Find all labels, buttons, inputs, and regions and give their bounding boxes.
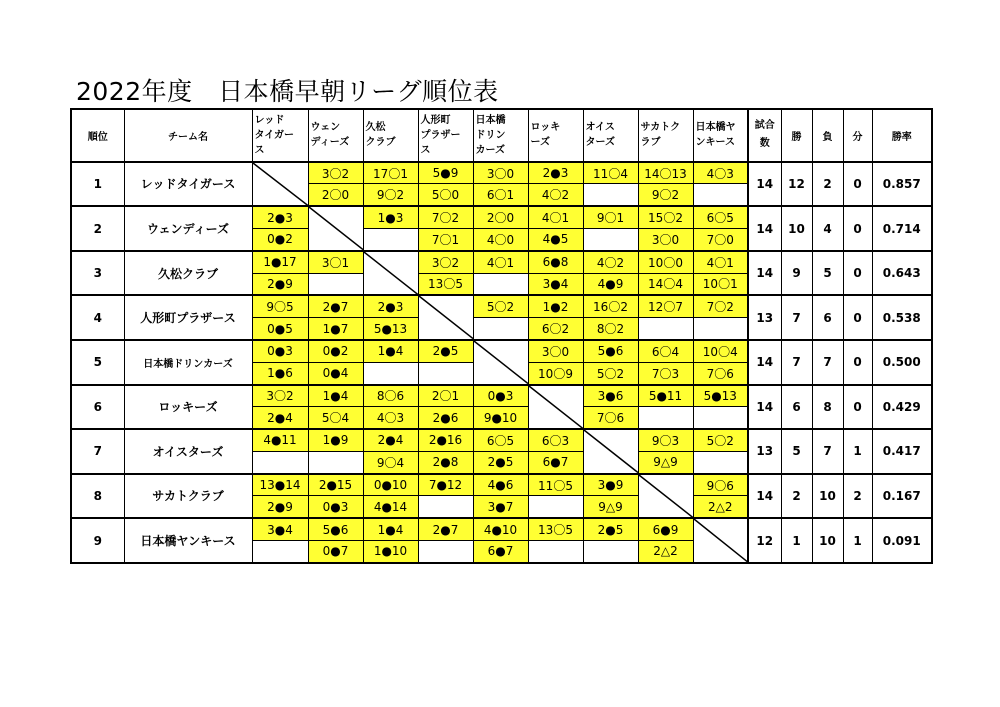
score-cell: 2●5 xyxy=(418,340,473,362)
table-row xyxy=(71,340,932,362)
score-cell: 2●9 xyxy=(252,273,308,295)
score-cell: 6●7 xyxy=(528,451,583,473)
score-cell: 13〇5 xyxy=(418,273,473,295)
pct-cell: 0.538 xyxy=(872,295,932,340)
score-cell: 17〇1 xyxy=(363,162,418,184)
header-team-col: ウェン ディーズ xyxy=(308,109,363,162)
score-cell: 7〇3 xyxy=(638,362,693,384)
losses-cell: 2 xyxy=(812,162,843,207)
header-team-col: オイス ターズ xyxy=(583,109,638,162)
wins-cell: 7 xyxy=(781,295,812,340)
losses-cell: 10 xyxy=(812,518,843,563)
score-cell xyxy=(693,318,748,340)
self-match-diagonal xyxy=(363,251,418,296)
score-cell xyxy=(528,540,583,563)
losses-cell: 7 xyxy=(812,340,843,385)
header-team-col: 久松 クラブ xyxy=(363,109,418,162)
pct-cell: 0.714 xyxy=(872,206,932,251)
score-cell: 7〇6 xyxy=(693,362,748,384)
losses-cell: 4 xyxy=(812,206,843,251)
table-row xyxy=(71,251,932,273)
score-cell: 9〇4 xyxy=(363,451,418,473)
score-cell: 1●4 xyxy=(308,385,363,407)
header-loss: 負 xyxy=(812,109,843,162)
pct-cell: 0.091 xyxy=(872,518,932,563)
score-cell: 6〇2 xyxy=(528,318,583,340)
score-cell: 4〇3 xyxy=(693,162,748,184)
score-cell: 2●6 xyxy=(418,407,473,429)
rank-cell: 4 xyxy=(71,295,124,340)
draws-cell: 1 xyxy=(843,518,872,563)
score-cell: 5●6 xyxy=(583,340,638,362)
pct-cell: 0.429 xyxy=(872,385,932,430)
score-cell: 2●4 xyxy=(252,407,308,429)
score-cell: 5〇4 xyxy=(308,407,363,429)
rank-cell: 1 xyxy=(71,162,124,207)
score-cell: 6〇5 xyxy=(473,429,528,451)
score-cell: 9〇2 xyxy=(638,184,693,206)
self-match-diagonal xyxy=(308,206,363,251)
score-cell: 2●3 xyxy=(252,206,308,228)
score-cell: 5●11 xyxy=(638,385,693,407)
score-cell: 3〇0 xyxy=(473,162,528,184)
score-cell: 5●9 xyxy=(418,162,473,184)
rank-cell: 9 xyxy=(71,518,124,563)
draws-cell: 0 xyxy=(843,340,872,385)
score-cell: 9〇6 xyxy=(693,474,748,496)
self-match-diagonal xyxy=(252,162,308,207)
score-cell xyxy=(638,318,693,340)
losses-cell: 7 xyxy=(812,429,843,474)
score-cell: 11〇4 xyxy=(583,162,638,184)
score-cell xyxy=(308,273,363,295)
score-cell: 7〇0 xyxy=(693,229,748,251)
games-cell: 12 xyxy=(748,518,781,563)
pct-cell: 0.167 xyxy=(872,474,932,519)
score-cell: 0●5 xyxy=(252,318,308,340)
score-cell: 7〇2 xyxy=(693,295,748,317)
score-cell: 1●4 xyxy=(363,340,418,362)
score-cell xyxy=(363,229,418,251)
score-cell: 4〇2 xyxy=(528,184,583,206)
score-cell: 10〇1 xyxy=(693,273,748,295)
score-cell: 1●10 xyxy=(363,540,418,563)
rank-cell: 7 xyxy=(71,429,124,474)
score-cell: 1●9 xyxy=(308,429,363,451)
score-cell xyxy=(693,451,748,473)
pct-cell: 0.857 xyxy=(872,162,932,207)
score-cell xyxy=(473,318,528,340)
score-cell: 3〇2 xyxy=(418,251,473,273)
self-match-diagonal xyxy=(418,295,473,340)
score-cell: 2●7 xyxy=(418,518,473,540)
header-team-col: 人形町 プラザー ス xyxy=(418,109,473,162)
draws-cell: 0 xyxy=(843,385,872,430)
rank-cell: 8 xyxy=(71,474,124,519)
score-cell: 4〇1 xyxy=(693,251,748,273)
score-cell: 2〇1 xyxy=(418,385,473,407)
score-cell: 11〇5 xyxy=(528,474,583,496)
self-match-diagonal xyxy=(583,429,638,474)
score-cell: 0●3 xyxy=(308,496,363,518)
self-match-diagonal xyxy=(693,518,748,563)
games-cell: 14 xyxy=(748,251,781,296)
score-cell: 6●8 xyxy=(528,251,583,273)
score-cell xyxy=(693,407,748,429)
wins-cell: 12 xyxy=(781,162,812,207)
pct-cell: 0.500 xyxy=(872,340,932,385)
score-cell: 3●6 xyxy=(583,385,638,407)
games-cell: 14 xyxy=(748,385,781,430)
score-cell: 8〇6 xyxy=(363,385,418,407)
score-cell: 1●7 xyxy=(308,318,363,340)
draws-cell: 2 xyxy=(843,474,872,519)
score-cell xyxy=(473,273,528,295)
header-team-col: 日本橋ヤ ンキース xyxy=(693,109,748,162)
wins-cell: 9 xyxy=(781,251,812,296)
rank-cell: 6 xyxy=(71,385,124,430)
header-team: チーム名 xyxy=(124,109,252,162)
wins-cell: 10 xyxy=(781,206,812,251)
score-cell: 2△2 xyxy=(638,540,693,563)
score-cell: 13〇5 xyxy=(528,518,583,540)
score-cell: 0●3 xyxy=(473,385,528,407)
score-cell: 3●9 xyxy=(583,474,638,496)
score-cell: 6〇5 xyxy=(693,206,748,228)
table-row xyxy=(71,162,932,184)
score-cell: 9〇3 xyxy=(638,429,693,451)
score-cell xyxy=(638,407,693,429)
score-cell: 3●7 xyxy=(473,496,528,518)
wins-cell: 1 xyxy=(781,518,812,563)
score-cell: 2●8 xyxy=(418,451,473,473)
header-team-col: サカトク ラブ xyxy=(638,109,693,162)
score-cell: 15〇2 xyxy=(638,206,693,228)
losses-cell: 10 xyxy=(812,474,843,519)
score-cell: 4〇3 xyxy=(363,407,418,429)
score-cell: 9●10 xyxy=(473,407,528,429)
score-cell: 0●4 xyxy=(308,362,363,384)
score-cell: 16〇2 xyxy=(583,295,638,317)
draws-cell: 1 xyxy=(843,429,872,474)
rank-cell: 2 xyxy=(71,206,124,251)
score-cell: 7〇6 xyxy=(583,407,638,429)
score-cell: 1●4 xyxy=(363,518,418,540)
score-cell: 10〇4 xyxy=(693,340,748,362)
score-cell: 3〇0 xyxy=(528,340,583,362)
self-match-diagonal xyxy=(473,340,528,385)
draws-cell: 0 xyxy=(843,251,872,296)
header-row xyxy=(71,109,932,162)
score-cell xyxy=(418,496,473,518)
table-row xyxy=(71,295,932,317)
draws-cell: 0 xyxy=(843,162,872,207)
table-row xyxy=(71,429,932,451)
score-cell: 2●5 xyxy=(583,518,638,540)
score-cell: 4●11 xyxy=(252,429,308,451)
team-name: ロッキーズ xyxy=(124,385,252,430)
score-cell: 4●9 xyxy=(583,273,638,295)
score-cell: 1●3 xyxy=(363,206,418,228)
score-cell xyxy=(418,362,473,384)
score-cell: 6〇3 xyxy=(528,429,583,451)
score-cell: 7●12 xyxy=(418,474,473,496)
score-cell: 0●2 xyxy=(252,229,308,251)
score-cell: 7〇2 xyxy=(418,206,473,228)
draws-cell: 0 xyxy=(843,295,872,340)
games-cell: 14 xyxy=(748,162,781,207)
score-cell: 3〇2 xyxy=(252,385,308,407)
score-cell: 7〇1 xyxy=(418,229,473,251)
table-row xyxy=(71,518,932,540)
score-cell: 1●17 xyxy=(252,251,308,273)
score-cell: 5●13 xyxy=(363,318,418,340)
score-cell: 2●3 xyxy=(528,162,583,184)
games-cell: 14 xyxy=(748,474,781,519)
score-cell: 6●7 xyxy=(473,540,528,563)
header-rank: 順位 xyxy=(71,109,124,162)
header-win: 勝 xyxy=(781,109,812,162)
score-cell: 2●16 xyxy=(418,429,473,451)
score-cell: 5〇2 xyxy=(473,295,528,317)
pct-cell: 0.417 xyxy=(872,429,932,474)
score-cell: 3〇0 xyxy=(638,229,693,251)
table-row xyxy=(71,385,932,407)
score-cell: 14〇4 xyxy=(638,273,693,295)
score-cell: 4〇1 xyxy=(473,251,528,273)
team-name: 久松クラブ xyxy=(124,251,252,296)
score-cell: 2△2 xyxy=(693,496,748,518)
score-cell: 3●4 xyxy=(528,273,583,295)
score-cell xyxy=(583,184,638,206)
score-cell: 0●3 xyxy=(252,340,308,362)
score-cell: 5〇2 xyxy=(693,429,748,451)
score-cell: 9〇2 xyxy=(363,184,418,206)
score-cell: 2●9 xyxy=(252,496,308,518)
score-cell: 0●2 xyxy=(308,340,363,362)
team-name: レッドタイガース xyxy=(124,162,252,207)
team-name: オイスターズ xyxy=(124,429,252,474)
score-cell xyxy=(252,540,308,563)
rank-cell: 3 xyxy=(71,251,124,296)
rank-cell: 5 xyxy=(71,340,124,385)
score-cell xyxy=(308,451,363,473)
score-cell xyxy=(583,229,638,251)
score-cell: 1●2 xyxy=(528,295,583,317)
team-name: 日本橋ドリンカーズ xyxy=(124,340,252,385)
score-cell: 2●15 xyxy=(308,474,363,496)
score-cell: 0●7 xyxy=(308,540,363,563)
score-cell: 3〇1 xyxy=(308,251,363,273)
games-cell: 14 xyxy=(748,206,781,251)
header-games: 試合 数 xyxy=(748,109,781,162)
score-cell: 12〇7 xyxy=(638,295,693,317)
score-cell: 4●10 xyxy=(473,518,528,540)
pct-cell: 0.643 xyxy=(872,251,932,296)
wins-cell: 7 xyxy=(781,340,812,385)
score-cell xyxy=(528,496,583,518)
team-name: 人形町プラザース xyxy=(124,295,252,340)
score-cell: 2●3 xyxy=(363,295,418,317)
score-cell: 3●4 xyxy=(252,518,308,540)
score-cell: 4●14 xyxy=(363,496,418,518)
losses-cell: 6 xyxy=(812,295,843,340)
score-cell: 9〇5 xyxy=(252,295,308,317)
table-row xyxy=(71,206,932,228)
team-name: ウェンディーズ xyxy=(124,206,252,251)
self-match-diagonal xyxy=(528,385,583,430)
draws-cell: 0 xyxy=(843,206,872,251)
score-cell: 14〇13 xyxy=(638,162,693,184)
score-cell: 6●9 xyxy=(638,518,693,540)
games-cell: 13 xyxy=(748,295,781,340)
score-cell: 2●7 xyxy=(308,295,363,317)
score-cell: 3〇2 xyxy=(308,162,363,184)
page-title: 2022年度 日本橋早朝リーグ順位表 xyxy=(76,77,499,106)
score-cell: 2〇0 xyxy=(308,184,363,206)
losses-cell: 5 xyxy=(812,251,843,296)
score-cell: 6〇4 xyxy=(638,340,693,362)
score-cell: 5●13 xyxy=(693,385,748,407)
score-cell: 5〇0 xyxy=(418,184,473,206)
self-match-diagonal xyxy=(638,474,693,519)
score-cell: 4〇2 xyxy=(583,251,638,273)
score-cell: 4●6 xyxy=(473,474,528,496)
score-cell: 2●5 xyxy=(473,451,528,473)
table-row xyxy=(71,474,932,496)
games-cell: 14 xyxy=(748,340,781,385)
score-cell: 8〇2 xyxy=(583,318,638,340)
score-cell: 13●14 xyxy=(252,474,308,496)
wins-cell: 6 xyxy=(781,385,812,430)
score-cell xyxy=(252,451,308,473)
score-cell: 9△9 xyxy=(638,451,693,473)
score-cell: 5〇2 xyxy=(583,362,638,384)
score-cell xyxy=(583,540,638,563)
header-team-col: レッド タイガー ス xyxy=(252,109,308,162)
team-name: サカトクラブ xyxy=(124,474,252,519)
score-cell: 1●6 xyxy=(252,362,308,384)
score-cell: 9△9 xyxy=(583,496,638,518)
score-cell: 4〇0 xyxy=(473,229,528,251)
score-cell: 2●4 xyxy=(363,429,418,451)
score-cell: 10〇0 xyxy=(638,251,693,273)
games-cell: 13 xyxy=(748,429,781,474)
team-name: 日本橋ヤンキース xyxy=(124,518,252,563)
score-cell xyxy=(418,540,473,563)
score-cell: 10〇9 xyxy=(528,362,583,384)
score-cell: 6〇1 xyxy=(473,184,528,206)
score-cell: 5●6 xyxy=(308,518,363,540)
wins-cell: 5 xyxy=(781,429,812,474)
losses-cell: 8 xyxy=(812,385,843,430)
header-draw: 分 xyxy=(843,109,872,162)
score-cell: 0●10 xyxy=(363,474,418,496)
score-cell: 9〇1 xyxy=(583,206,638,228)
score-cell xyxy=(363,362,418,384)
score-cell: 4〇1 xyxy=(528,206,583,228)
standings-table xyxy=(70,108,933,564)
wins-cell: 2 xyxy=(781,474,812,519)
header-pct: 勝率 xyxy=(872,109,932,162)
header-team-col: ロッキ ーズ xyxy=(528,109,583,162)
header-team-col: 日本橋 ドリン カーズ xyxy=(473,109,528,162)
score-cell: 4●5 xyxy=(528,229,583,251)
score-cell xyxy=(693,184,748,206)
score-cell: 2〇0 xyxy=(473,206,528,228)
